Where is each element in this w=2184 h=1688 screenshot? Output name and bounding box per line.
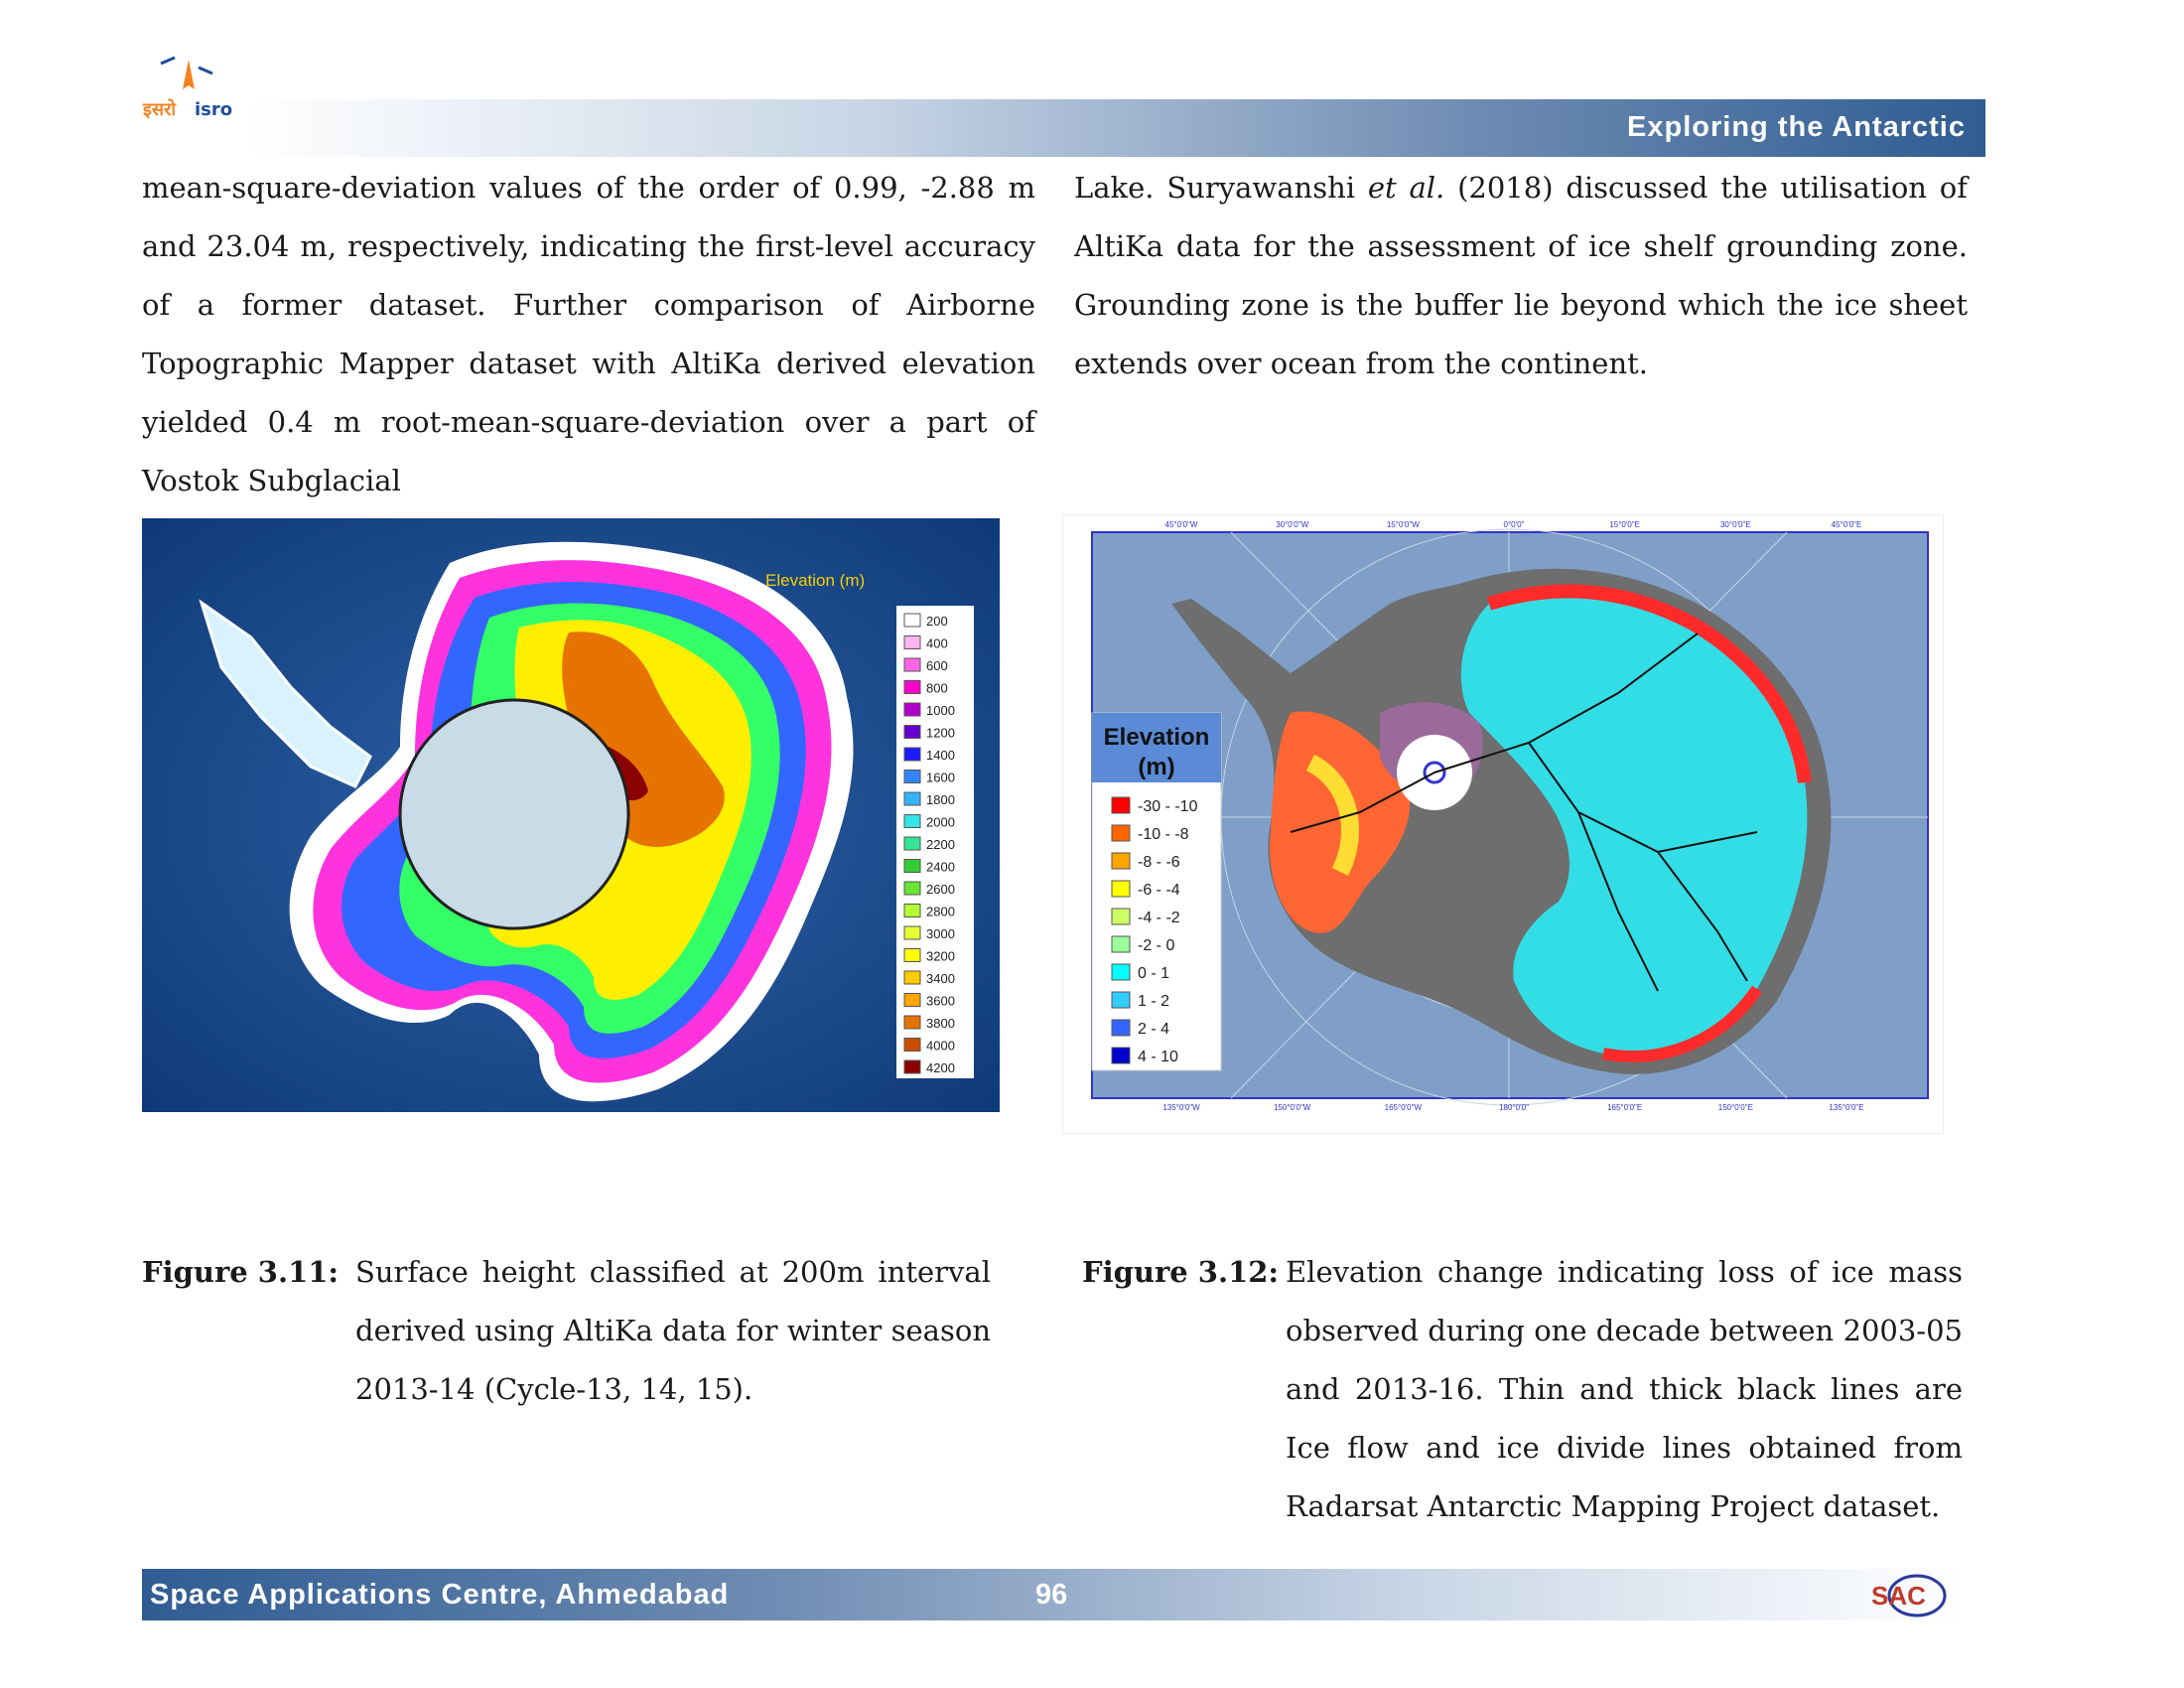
legend-swatch: [904, 971, 920, 984]
legend-swatch: [1112, 881, 1130, 897]
legend-swatch: [1112, 936, 1130, 952]
legend-label: 3400: [926, 971, 955, 986]
top-tick-label: 45°0'0"E: [1831, 520, 1862, 529]
legend-label: -8 - -6: [1138, 854, 1180, 871]
legend-swatch: [1112, 797, 1130, 813]
caption-text: Surface height classified at 200m interval derived using AltiKa data for winter season 2013-14 (Cycle-13, 14, 15).: [355, 1255, 991, 1406]
figure-surface-height-map: [142, 518, 1000, 1112]
svg-text:SAC: SAC: [1871, 1581, 1926, 1611]
legend-swatch: [904, 994, 920, 1007]
sac-logo: [1859, 1573, 1969, 1618]
legend-label: -6 - -4: [1138, 882, 1180, 899]
bottom-tick-label: 150°0'0"E: [1717, 1103, 1753, 1112]
legend-swatch: [904, 771, 920, 783]
legend-label: 1000: [926, 703, 955, 718]
figure-elevation-change-map: [1062, 514, 1944, 1134]
page-number: 96: [1035, 1579, 1068, 1611]
legend-swatch: [904, 726, 920, 739]
legend-swatch: [904, 815, 920, 828]
caption-label: Figure 3.12:: [1082, 1255, 1280, 1289]
bottom-tick-label: 165°0'0"E: [1607, 1103, 1643, 1112]
legend-label: 1600: [926, 770, 955, 785]
legend-swatch: [1112, 825, 1130, 841]
legend-label: 3200: [926, 948, 955, 964]
legend-swatch: [904, 703, 920, 716]
legend-swatch: [1112, 1048, 1130, 1063]
legend-swatch: [1112, 1020, 1130, 1036]
bottom-tick-label: 150°0'0"W: [1273, 1103, 1311, 1112]
legend-label: 4000: [926, 1038, 955, 1054]
caption-label: Figure 3.11:: [142, 1255, 340, 1289]
legend-label: 1200: [926, 725, 955, 741]
legend-swatch: [904, 905, 920, 917]
legend-label: 4 - 10: [1138, 1049, 1178, 1065]
svg-text:इसरो: इसरो: [143, 99, 177, 120]
legend-swatch: [904, 748, 920, 761]
legend-label: 2600: [926, 882, 955, 897]
legend-label: 1800: [926, 792, 955, 807]
legend-label: 2 - 4: [1138, 1021, 1170, 1038]
legend-swatch: [904, 658, 920, 671]
legend-label: -4 - -2: [1138, 910, 1180, 926]
legend-label: 4200: [926, 1060, 955, 1075]
legend-swatch: [904, 860, 920, 873]
body-paragraph-right: [1074, 159, 1968, 393]
legend-label: 0 - 1: [1138, 965, 1170, 982]
bottom-tick-label: 180°0'0": [1499, 1103, 1529, 1112]
legend-label: 600: [926, 658, 948, 673]
header-band: [248, 99, 1985, 157]
legend-swatch: [904, 636, 920, 649]
top-tick-label: 15°0'0"E: [1609, 520, 1641, 529]
legend-swatch: [904, 1016, 920, 1029]
legend-label: 1400: [926, 748, 955, 763]
legend-swatch: [904, 949, 920, 962]
legend-label: 2000: [926, 814, 955, 830]
top-tick-label: 0°0'0": [1503, 520, 1525, 529]
body-paragraph-left: mean-square-deviation values of the order of 0.99, -2.88 m and 23.04 m, respectively, indicating the first-level accuracy of a former dataset. Further comparison of Airborne Topographic Mapper dataset with AltiKa derived elevation yielded 0.4 m root-mean-square-deviation over a part of Vostok Subglacial: [142, 171, 1035, 497]
legend-swatch: [904, 1060, 920, 1073]
top-tick-label: 45°0'0"W: [1164, 520, 1198, 529]
polar-data-gap: [400, 700, 628, 928]
legend-title-line1: Elevation: [1103, 724, 1210, 751]
legend-swatch: [1112, 964, 1130, 980]
legend-swatch: [1112, 909, 1130, 924]
page-title: Exploring the Antarctic: [1627, 111, 1966, 143]
legend-title: Elevation (m): [765, 571, 866, 590]
legend-label: 2400: [926, 859, 955, 875]
legend-label: 3000: [926, 926, 955, 941]
paragraph-citation-italic: et al.: [1367, 171, 1445, 205]
top-tick-label: 15°0'0"W: [1386, 520, 1420, 529]
legend-swatch: [1112, 992, 1130, 1008]
footer-band: [142, 1569, 1964, 1620]
legend-swatch: [904, 792, 920, 805]
caption-figure-3-12: [1082, 1243, 1968, 1536]
legend-label: 400: [926, 635, 948, 651]
legend-label: 800: [926, 680, 948, 696]
legend-swatch: [904, 1039, 920, 1052]
legend-label: 2200: [926, 837, 955, 852]
legend-label: 3600: [926, 993, 955, 1009]
bottom-tick-label: 135°0'0"E: [1829, 1103, 1864, 1112]
legend-label: 3800: [926, 1016, 955, 1031]
legend-label: 2800: [926, 904, 955, 919]
legend-swatch: [904, 882, 920, 895]
legend-swatch: [904, 926, 920, 939]
top-tick-label: 30°0'0"W: [1276, 520, 1309, 529]
footer-organization: Space Applications Centre, Ahmedabad: [150, 1579, 730, 1611]
caption-text: Elevation change indicating loss of ice mass observed during one decade between 2003-05 and 2013-16. Thin and thick black lines are Ice flow and ice divide lines obtained from Radarsat Antarctic Mapping Project dataset.: [1286, 1255, 1963, 1523]
isro-logo: [139, 50, 248, 129]
legend-label: -10 - -8: [1138, 826, 1189, 843]
caption-figure-3-11: [142, 1243, 996, 1419]
legend-label: 200: [926, 614, 948, 629]
legend-swatch: [904, 681, 920, 694]
svg-text:isro: isro: [195, 99, 233, 120]
top-tick-label: 30°0'0"E: [1719, 520, 1751, 529]
bottom-tick-label: 135°0'0"W: [1162, 1103, 1200, 1112]
legend-label: -2 - 0: [1138, 937, 1175, 954]
legend-swatch: [904, 837, 920, 850]
legend-label: -30 - -10: [1138, 798, 1198, 815]
legend-label: 1 - 2: [1138, 993, 1170, 1010]
legend-swatch: [1112, 853, 1130, 869]
paragraph-text: (2018) discussed the utilisation of AltiKa data for the assessment of ice shelf grounding zone. Grounding zone is the buffer lie beyond which the ice sheet extends over ocean from the continent.: [1074, 171, 1968, 380]
legend-swatch: [904, 614, 920, 627]
bottom-tick-label: 165°0'0"W: [1384, 1103, 1423, 1112]
paragraph-text: Lake. Suryawanshi: [1074, 171, 1368, 205]
legend-title-line2: (m): [1138, 754, 1175, 780]
